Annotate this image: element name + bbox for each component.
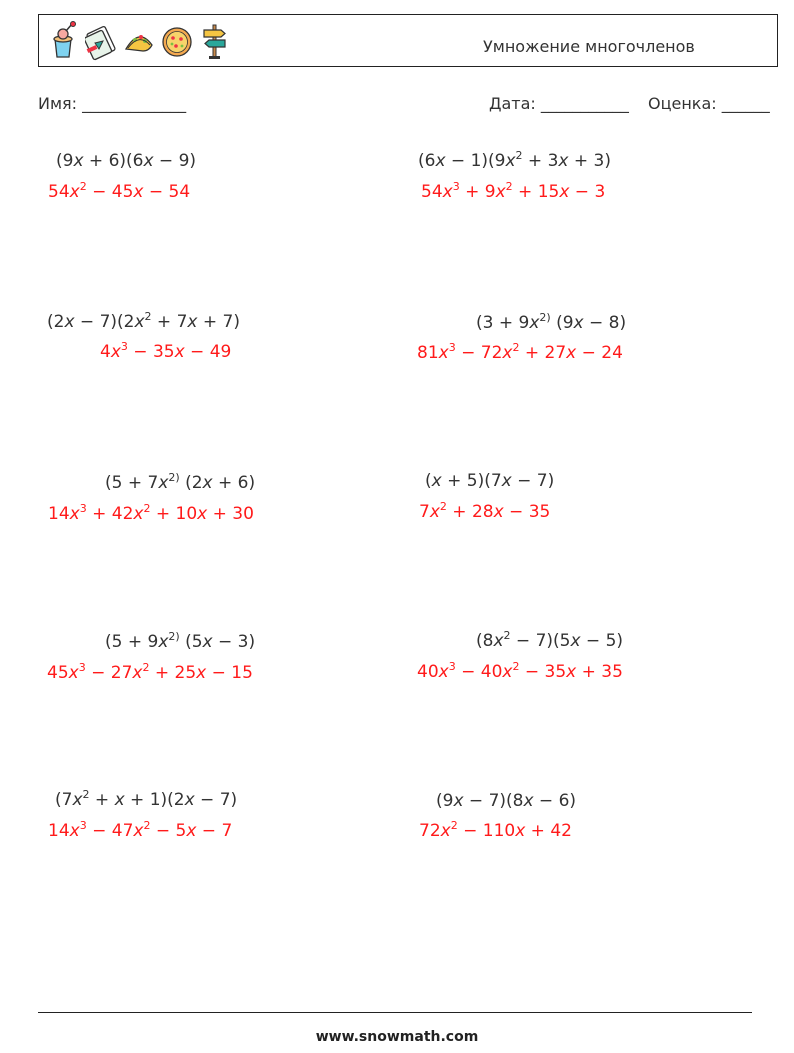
footer-website[interactable]: www.snowmath.com: [315, 1029, 479, 1045]
problem-7-question: ($5 + 9x^{2)}$ (5x − 3): [105, 630, 256, 652]
taco-icon: [123, 21, 155, 61]
problem-1-question: (9x + 6)(6x − 9): [56, 151, 197, 171]
problem-9-question: $(7x^2 + x + 1)(2x - 7)$: [55, 788, 238, 810]
header-icons: [47, 21, 231, 61]
problem-3-answer: $4x^3 - 35x - 49$: [100, 340, 232, 362]
passport-icon: [85, 21, 117, 61]
date-field-label: Дата: ___________: [489, 94, 629, 113]
problem-4-question: ($3 + 9x^{2)}$ (9x − 8): [476, 311, 627, 333]
problem-2-question: $(6x - 1)(9x^2 + 3x + 3)$: [418, 149, 611, 171]
grade-field-label: Оценка: ______: [648, 94, 770, 113]
problem-5-question: ($5 + 7x^{2)}$ (2x + 6): [105, 471, 256, 493]
problem-1-answer: $54x^2 - 45x - 54$: [48, 180, 191, 202]
problem-9-answer: $14x^3 - 47x^2 - 5x - 7$: [48, 819, 233, 841]
pizza-icon: [161, 21, 193, 61]
problem-4-answer: $81x^3 - 72x^2 + 27x - 24$: [417, 341, 623, 363]
problem-6-answer: $7x^2 + 28x - 35$: [419, 500, 551, 522]
problem-8-answer: $40x^3 - 40x^2 - 35x + 35$: [417, 660, 623, 682]
footer-divider: [38, 1012, 752, 1013]
page-title: Умножение многочленов: [483, 37, 695, 56]
problem-6-question: (x + 5)(7x − 7): [425, 471, 555, 491]
ice-cream-bucket-icon: [47, 21, 79, 61]
problem-7-answer: $45x^3 - 27x^2 + 25x - 15$: [47, 661, 253, 683]
problem-8-question: $(8x^2 - 7)(5x - 5)$: [476, 629, 624, 651]
problem-2-answer: $54x^3 + 9x^2 + 15x - 3$: [421, 180, 606, 202]
worksheet-header: [38, 14, 778, 67]
problem-10-answer: $72x^2 - 110x + 42$: [419, 819, 572, 841]
signpost-icon: [199, 21, 231, 61]
problem-3-question: $(2x - 7)(2x^2 + 7x + 7)$: [47, 310, 240, 332]
problem-5-answer: $14x^3 + 42x^2 + 10x + 30$: [48, 502, 254, 524]
name-field-label: Имя: _____________: [38, 94, 187, 113]
problem-10-question: (9x − 7)(8x − 6): [436, 791, 577, 811]
